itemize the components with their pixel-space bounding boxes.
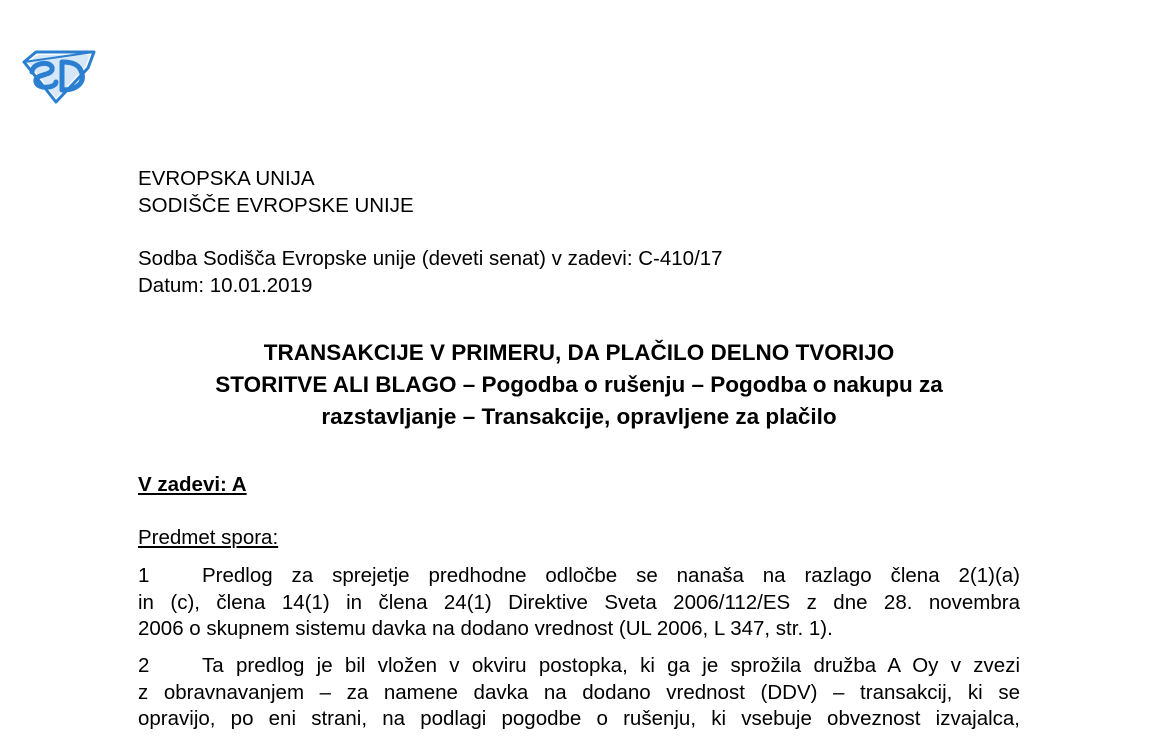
- document-title-line-2: STORITVE ALI BLAGO – Pogodba o rušenju – Pogodba o nakupu za: [215, 372, 943, 397]
- paragraph-number: 2: [138, 654, 150, 677]
- paragraph-number: 1: [138, 564, 150, 587]
- paragraph-2: [138, 653, 1020, 733]
- paragraph-text: Predlog za sprejetje predhodne odločbe se nanaša na razlago člena 2(1)(a): [202, 564, 1020, 587]
- court-union-heading: EVROPSKA UNIJA: [138, 167, 315, 190]
- section-heading: Predmet spora:: [138, 526, 279, 549]
- court-name-heading: SODIŠČE EVROPSKE UNIJE: [138, 194, 414, 217]
- paragraph-1: [138, 563, 1020, 643]
- paragraph-line: opravijo, po eni strani, na podlagi pogodbe o rušenju, ki vsebuje obveznost izvajalca,: [138, 707, 1020, 730]
- paragraph-line: [138, 563, 1020, 590]
- paragraph-line: in (c), člena 14(1) in člena 24(1) Direktive Sveta 2006/112/ES z dne 28. novembra: [138, 590, 1020, 614]
- paragraph-line: [138, 653, 1020, 680]
- case-date: Datum: 10.01.2019: [138, 274, 313, 297]
- paragraph-text: Ta predlog je bil vložen v okviru postopka, ki ga je sprožila družba A Oy v zvezi: [202, 654, 1020, 677]
- subject-heading: V zadevi: A: [138, 473, 247, 496]
- paragraph-line: z obravnavanjem – za namene davka na dodano vrednost (DDV) – transakcij, ki se: [138, 680, 1020, 704]
- document-title-line-3: razstavljanje – Transakcije, opravljene za plačilo: [321, 404, 837, 429]
- paragraph-line: 2006 o skupnem sistemu davka na dodano vrednost (UL 2006, L 347, str. 1).: [138, 617, 833, 640]
- document-title-line-1: TRANSAKCIJE V PRIMERU, DA PLAČILO DELNO TVORIJO: [263, 340, 895, 365]
- case-reference: Sodba Sodišča Evropske unije (deveti senat) v zadevi: C-410/17: [138, 247, 723, 270]
- court-logo: [22, 48, 96, 104]
